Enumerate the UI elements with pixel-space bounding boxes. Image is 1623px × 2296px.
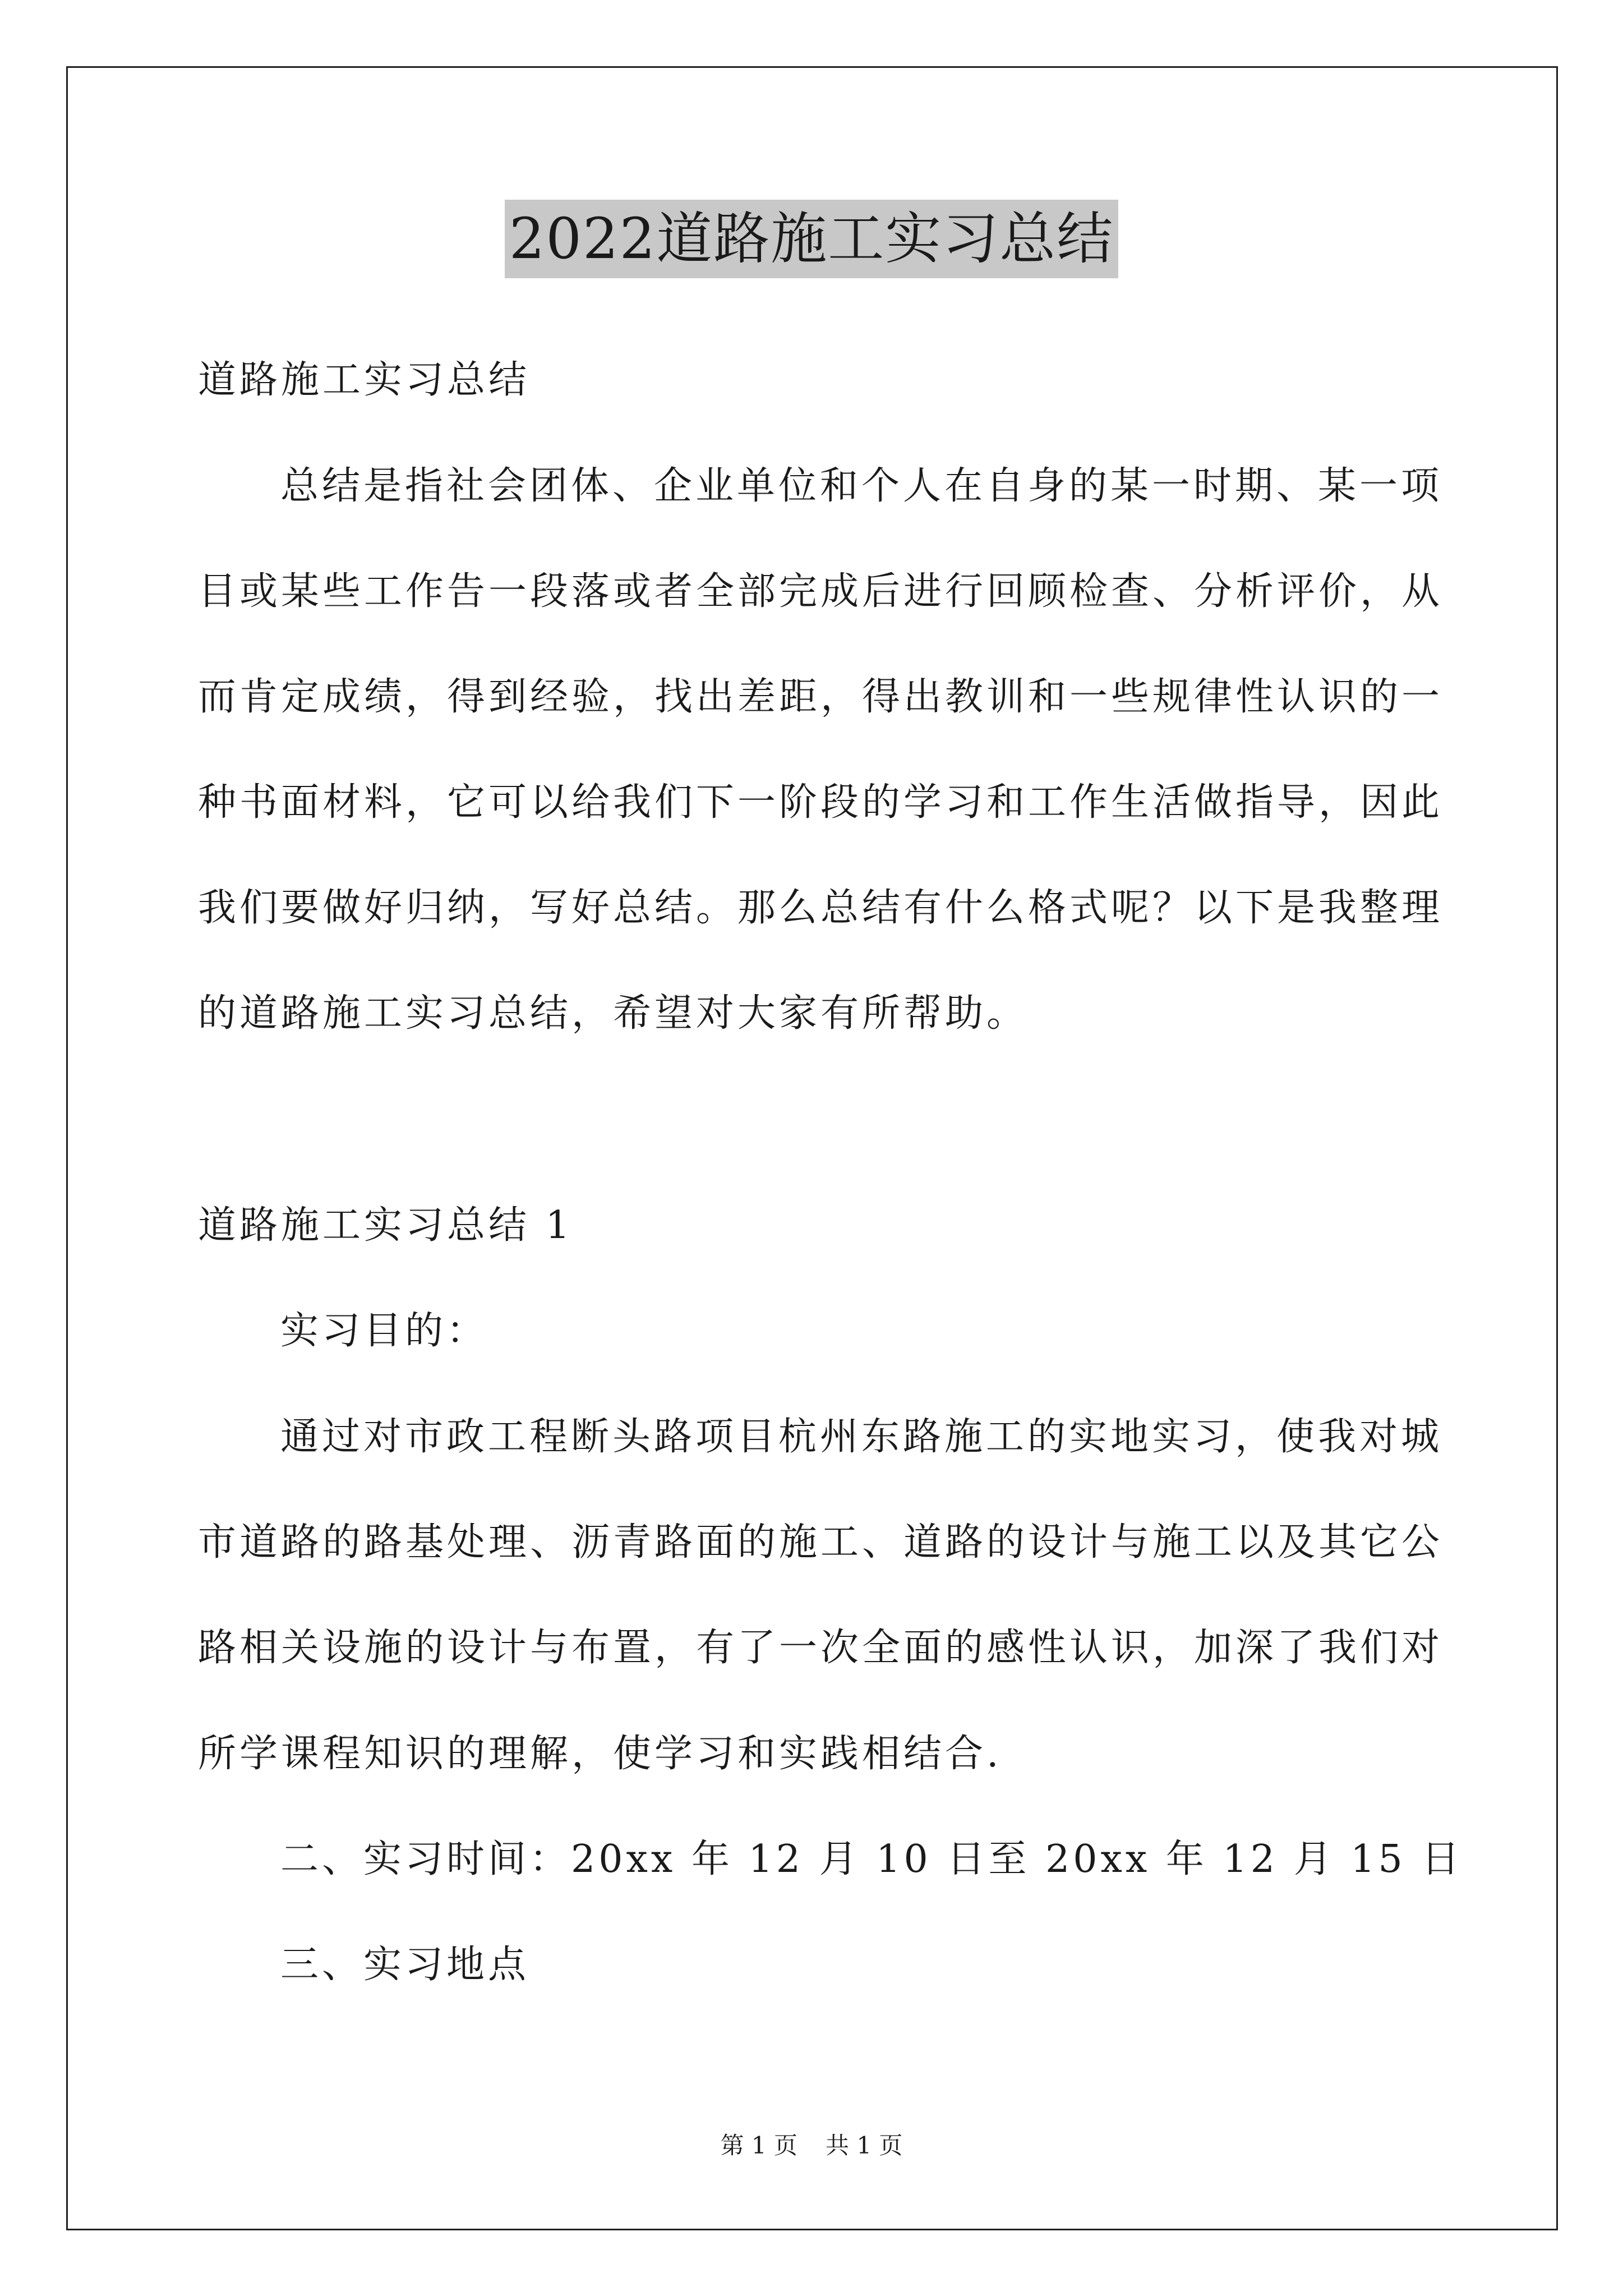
- purpose-line-4: 所学课程知识的理解，使学习和实践相结合.: [198, 1732, 1002, 1776]
- intro-line-2: 目或某些工作告一段落或者全部完成后进行回顾检查、分析评价，从: [198, 569, 1444, 614]
- time-line: 二、实习时间：20xx 年 12 月 10 日至 20xx 年 12 月 15 日: [280, 1837, 1463, 1881]
- section-heading: 道路施工实习总结 1: [198, 1203, 573, 1248]
- place-line: 三、实习地点: [280, 1943, 530, 1987]
- intro-line-4: 种书面材料，它可以给我们下一阶段的学习和工作生活做指导，因此: [198, 780, 1444, 825]
- intro-line-6: 的道路施工实习总结，希望对大家有所帮助。: [198, 991, 1029, 1036]
- purpose-line-2: 市道路的路基处理、沥青路面的施工、道路的设计与施工以及其它公: [198, 1520, 1444, 1565]
- title-container: [0, 200, 1623, 278]
- intro-line-5: 我们要做好归纳，写好总结。那么总结有什么格式呢？以下是我整理: [198, 886, 1444, 930]
- purpose-label: 实习目的：: [280, 1309, 488, 1353]
- intro-line-3: 而肯定成绩，得到经验，找出差距，得出教训和一些规律性认识的一: [198, 675, 1444, 719]
- purpose-line-3: 路相关设施的设计与布置，有了一次全面的感性认识，加深了我们对: [198, 1626, 1444, 1670]
- page-number-total: 共 1 页: [826, 2132, 903, 2159]
- page-number-current: 第 1 页: [720, 2132, 797, 2159]
- subtitle: 道路施工实习总结: [198, 358, 531, 402]
- purpose-line-1: 通过对市政工程断头路项目杭州东路施工的实地实习，使我对城: [280, 1415, 1443, 1459]
- intro-line-1: 总结是指社会团体、企业单位和个人在自身的某一时期、某一项: [280, 464, 1443, 508]
- document-title: 2022道路施工实习总结: [505, 200, 1119, 278]
- page-footer: [0, 2129, 1623, 2162]
